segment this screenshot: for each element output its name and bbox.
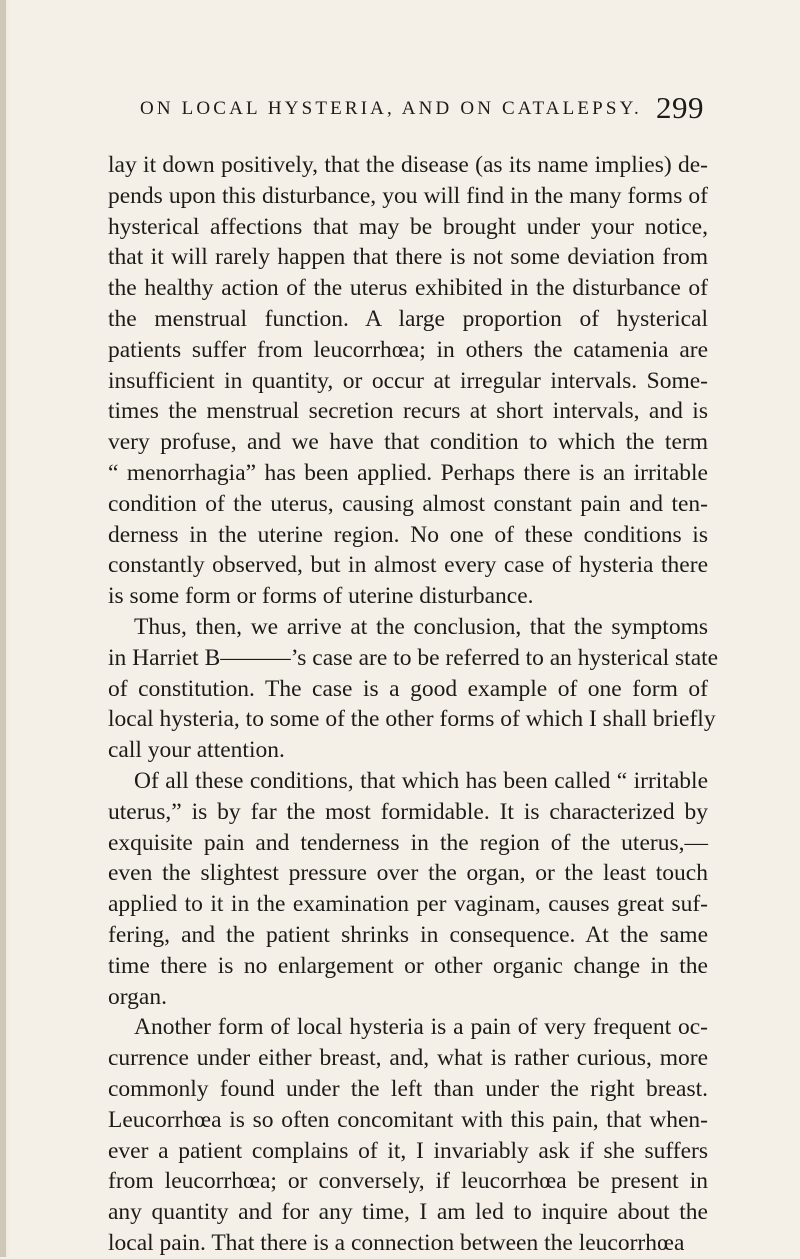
text-line: Another form of local hysteria is a pain of very frequent oc-	[134, 1014, 708, 1041]
text-line: constantly observed, but in almost every case of hysteria there	[108, 552, 708, 579]
text-line: local hysteria, to some of the other forms of which I shall briefly	[108, 706, 716, 733]
text-line: hysterical affections that may be brought under your notice,	[108, 213, 708, 240]
text-line: condition of the uterus, causing almost constant pain and ten-	[108, 490, 708, 517]
text-line: pends upon this disturbance, you will find in the many forms of	[108, 182, 708, 209]
text-line: the menstrual function. A large proportion of hysterical	[108, 305, 708, 332]
text-line: that it will rarely happen that there is not some deviation from	[108, 244, 708, 271]
text-line: currence under either breast, and, what is rather curious, more	[108, 1045, 708, 1072]
text-line: Thus, then, we arrive at the conclusion, that the symptoms	[134, 613, 708, 640]
text-line: very profuse, and we have that condition to which the term	[108, 429, 708, 456]
text-line: “ menorrhagia” has been applied. Perhaps there is an irritable	[108, 459, 708, 486]
body-text	[108, 150, 719, 1259]
running-title: ON LOCAL HYSTERIA, AND ON CATALEPSY.	[140, 98, 642, 119]
text-line: from leucorrhœa; or conversely, if leucorrhœa be present in	[108, 1168, 708, 1195]
text-line: call your attention.	[108, 737, 285, 764]
text-line: patients suffer from leucorrhœa; in others the catamenia are	[108, 336, 708, 363]
running-head	[108, 90, 710, 133]
text-line: derness in the uterine region. No one of these conditions is	[108, 521, 708, 548]
text-line: lay it down positively, that the disease (as its name implies) de-	[108, 152, 708, 178]
text-line: fering, and the patient shrinks in consequence. At the same	[108, 921, 708, 948]
text-line: exquisite pain and tenderness in the region of the uterus,—	[108, 829, 708, 856]
text-line: times the menstrual secretion recurs at short intervals, and is	[108, 398, 708, 425]
text-line: is some form or forms of uterine disturbance.	[108, 583, 534, 610]
text-line: in Harriet B———’s case are to be referred to an hysterical state	[108, 644, 719, 671]
text-line: Of all these conditions, that which has been called “ irritable	[134, 767, 708, 794]
page-number: 299	[656, 90, 704, 125]
text-line: organ.	[108, 983, 167, 1010]
text-line: of constitution. The case is a good example of one form of	[108, 675, 708, 702]
text-line: any quantity and for any time, I am led to inquire about the	[108, 1199, 708, 1226]
text-line: ever a patient complains of it, I invariably ask if she suffers	[108, 1137, 708, 1164]
text-line: Leucorrhœa is so often concomitant with this pain, that when-	[108, 1106, 708, 1133]
text-line: time there is no enlargement or other organic change in the	[108, 952, 708, 979]
text-line: even the slightest pressure over the organ, or the least touch	[108, 860, 708, 887]
binding-edge	[0, 0, 6, 1257]
text-line: applied to it in the examination per vaginam, causes great suf-	[108, 891, 708, 918]
text-line: local pain. That there is a connection between the leucorrhœa	[108, 1229, 685, 1256]
text-line: insufficient in quantity, or occur at irregular intervals. Some-	[108, 367, 708, 394]
text-line: the healthy action of the uterus exhibited in the disturbance of	[108, 275, 708, 302]
text-line: commonly found under the left than under the right breast.	[108, 1075, 708, 1102]
text-line: uterus,” is by far the most formidable. It is characterized by	[108, 798, 708, 825]
